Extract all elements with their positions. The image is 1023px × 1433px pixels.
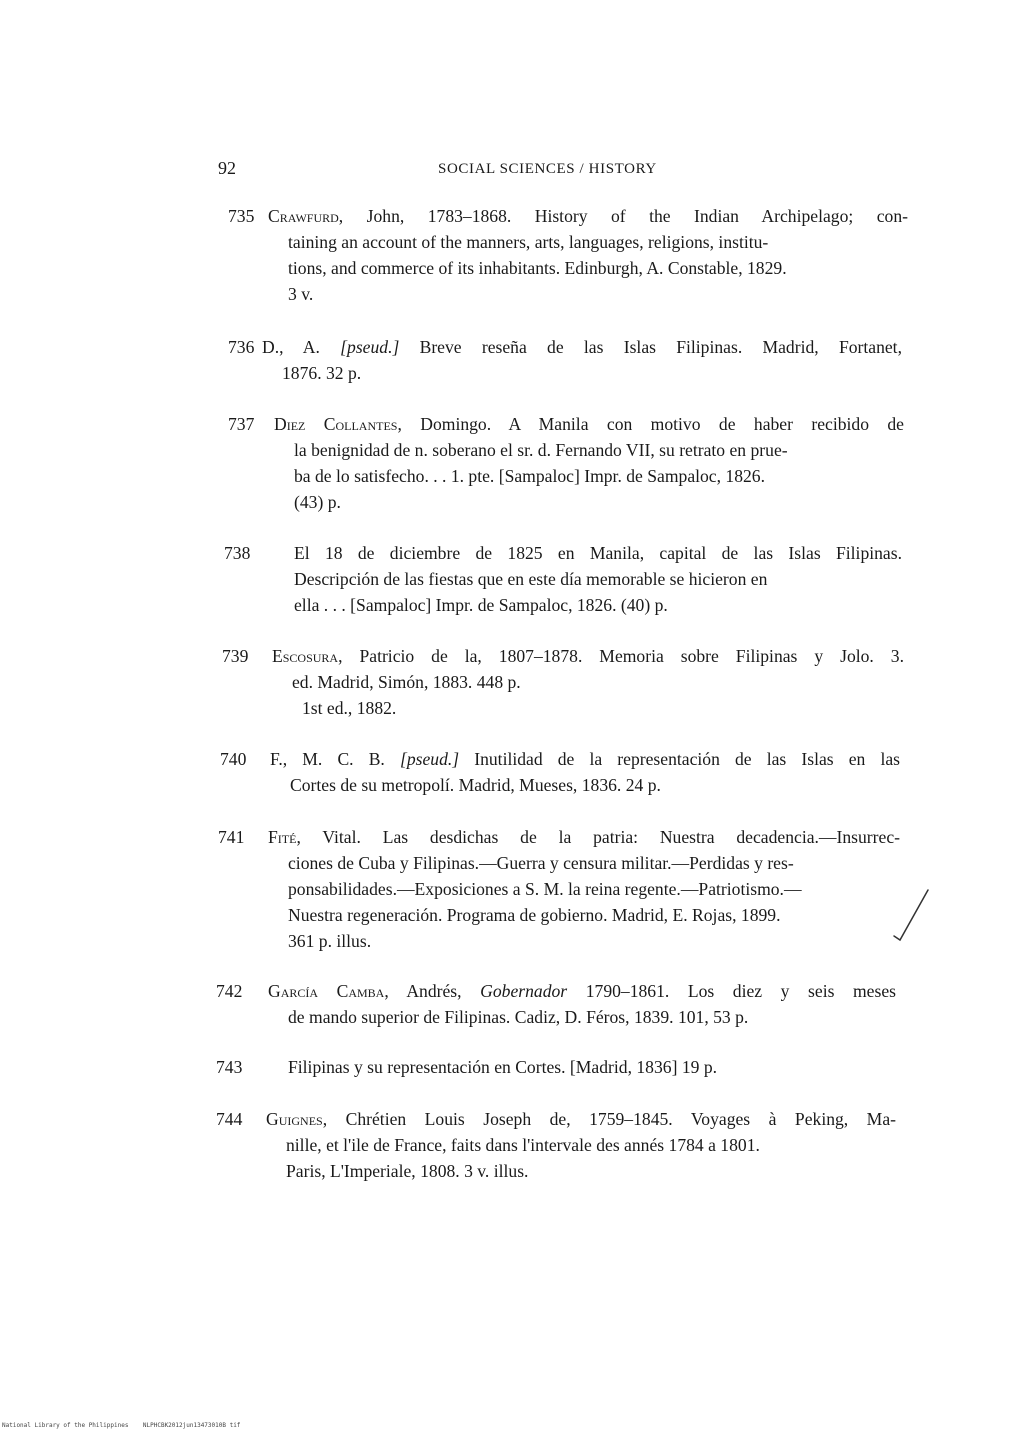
entry-line: ciones de Cuba y Filipinas.—Guerra y censura militar.—Perdidas y res- xyxy=(288,853,794,873)
entry-pseud: [pseud.] xyxy=(399,749,460,769)
entry-pseud: [pseud.] xyxy=(340,337,400,357)
entry-number: 743 xyxy=(216,1057,243,1077)
entry-author: Fité, xyxy=(268,827,301,847)
entry-author: García Camba, xyxy=(268,981,389,1001)
entry-lead: Breve reseña de las Islas Filipinas. Madrid, Fortanet, xyxy=(419,337,902,357)
entry-author: F., M. C. B. xyxy=(270,749,385,769)
entry-line: 361 p. illus. xyxy=(288,931,372,951)
entry-line: de mando superior de Filipinas. Cadiz, D. Féros, 1839. 101, 53 p. xyxy=(288,1007,749,1027)
entry-author: Crawfurd, xyxy=(268,206,344,226)
footer-left: National Library of the Philippines xyxy=(2,1422,129,1429)
entry-author: Escosura, xyxy=(272,646,343,666)
page-number: 92 xyxy=(218,158,236,178)
entry-line: Cortes de su metropolí. Madrid, Mueses, 1836. 24 p. xyxy=(290,775,661,795)
entry-number: 739 xyxy=(222,646,249,666)
entry-line: tions, and commerce of its inhabitants. Edinburgh, A. Constable, 1829. xyxy=(288,258,787,278)
entry-number: 744 xyxy=(216,1109,243,1129)
entry-line: ella . . . [Sampaloc] Impr. de Sampaloc, 1826. (40) p. xyxy=(294,595,668,615)
entry-line: Nuestra regeneración. Programa de gobierno. Madrid, E. Rojas, 1899. xyxy=(288,905,781,925)
check-mark-icon xyxy=(892,884,932,944)
entry-line: la benignidad de n. soberano el sr. d. Fernando VII, su retrato en prue- xyxy=(294,440,788,460)
entry-number: 735 xyxy=(228,206,255,226)
entry-lead: John, 1783–1868. History of the Indian Archipelago; con- xyxy=(366,206,908,226)
running-head: SOCIAL SCIENCES / HISTORY xyxy=(438,161,657,177)
entry-number: 737 xyxy=(228,414,255,434)
entry-line: ponsabilidades.—Exposiciones a S. M. la reina regente.—Patriotismo.— xyxy=(288,879,802,899)
entry-number: 741 xyxy=(218,827,245,847)
entry-lead: Vital. Las desdichas de la patria: Nuestra decadencia.—Insurrec- xyxy=(322,827,900,847)
entry-number: 736 xyxy=(228,337,255,357)
entry-line: (43) p. xyxy=(294,492,341,512)
entry-lead-pre: Andrés, xyxy=(406,981,462,1001)
entry-author: Guignes, xyxy=(266,1109,328,1129)
entry-author: D., A. xyxy=(262,337,320,357)
entry-lead: Domingo. A Manila con motivo de haber recibido de xyxy=(420,414,904,434)
entry-line: 3 v. xyxy=(288,284,314,304)
entry-line: nille, et l'ile de France, faits dans l'intervale des annés 1784 a 1801. xyxy=(286,1135,760,1155)
entry-number: 742 xyxy=(216,981,243,1001)
footer-right: NLPHCBK2012jun13473010B tif xyxy=(142,1422,241,1429)
entry-title-italic: Gobernador xyxy=(480,981,568,1001)
entry-lead: Filipinas y su representación en Cortes. [Madrid, 1836] 19 p. xyxy=(288,1057,718,1077)
entry-line: ed. Madrid, Simón, 1883. 448 p. xyxy=(292,672,521,692)
entry-line: 1876. 32 p. xyxy=(282,363,362,383)
scan-footer xyxy=(2,1422,240,1429)
entry-lead: 1790–1861. Los diez y seis meses xyxy=(585,981,896,1001)
entry-number: 740 xyxy=(220,749,247,769)
entry-lead: Chrétien Louis Joseph de, 1759–1845. Voyages à Peking, Ma- xyxy=(345,1109,896,1129)
entry-lead: Patricio de la, 1807–1878. Memoria sobre Filipinas y Jolo. 3. xyxy=(359,646,904,666)
entry-note: 1st ed., 1882. xyxy=(302,698,397,718)
entry-line: Paris, L'Imperiale, 1808. 3 v. illus. xyxy=(286,1161,529,1181)
entry-line: ba de lo satisfecho. . . 1. pte. [Sampaloc] Impr. de Sampaloc, 1826. xyxy=(294,466,766,486)
entry-line: taining an account of the manners, arts, languages, religions, institu- xyxy=(288,232,769,252)
entry-author: Diez Collantes, xyxy=(274,414,402,434)
entry-number: 738 xyxy=(224,543,251,563)
entry-line: Descripción de las fiestas que en este día memorable se hicieron en xyxy=(294,569,768,589)
entry-lead: Inutilidad de la representación de las Islas en las xyxy=(474,749,900,769)
entry-lead: El 18 de diciembre de 1825 en Manila, capital de las Islas Filipinas. xyxy=(294,543,902,563)
